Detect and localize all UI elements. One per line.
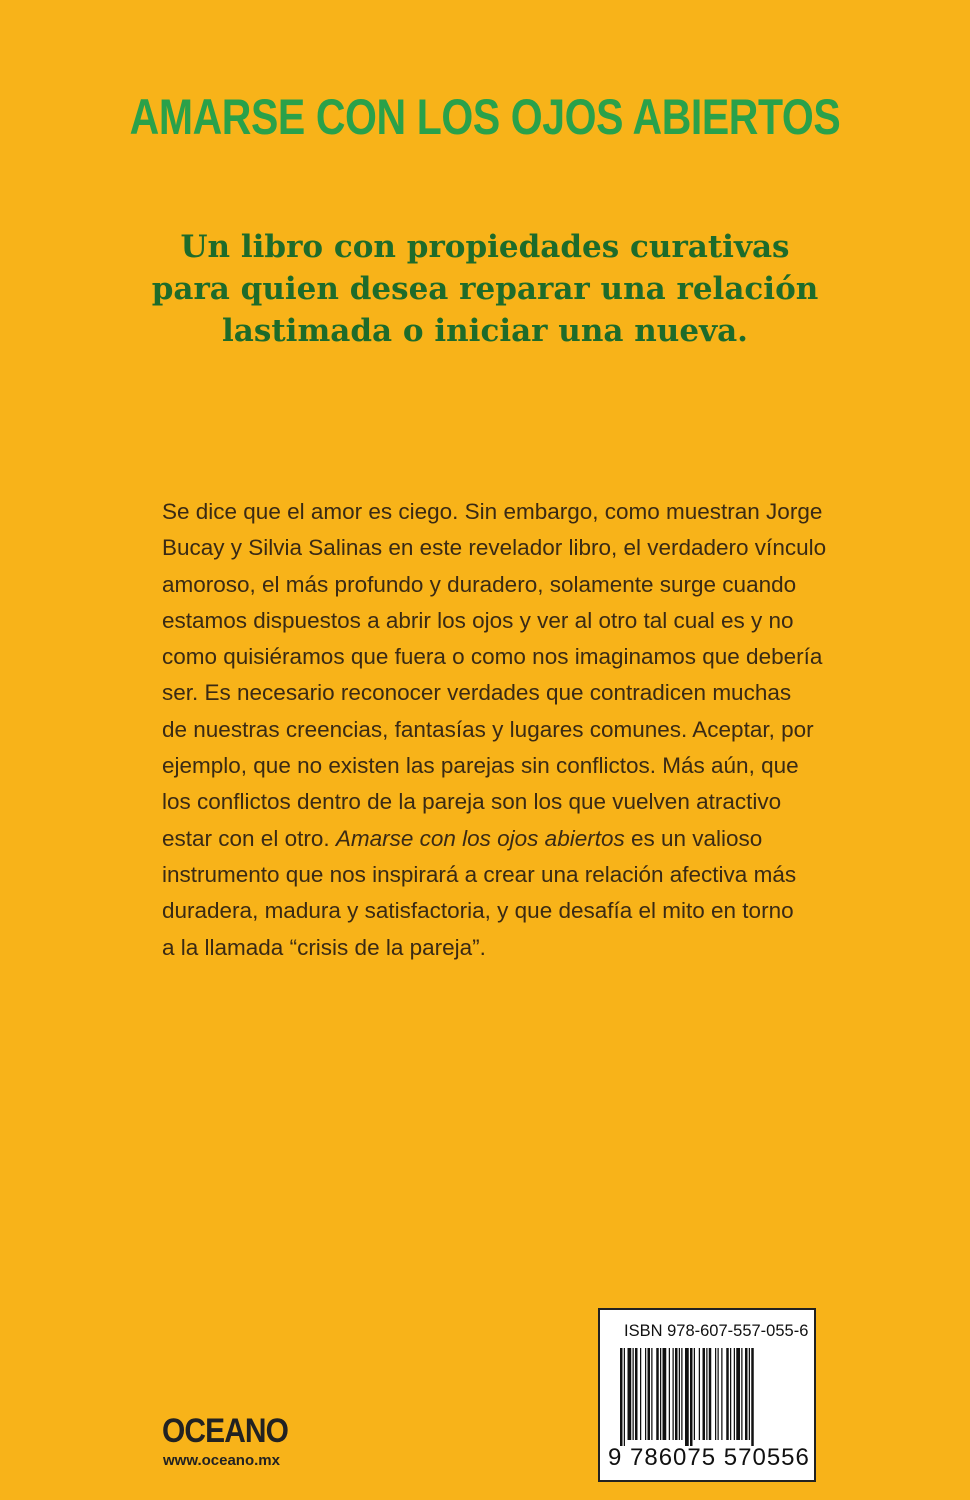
book-description (162, 494, 842, 966)
barcode-bar (624, 1348, 625, 1446)
barcode-bar (656, 1348, 659, 1440)
description-line: como quisiéramos que fuera o como nos imaginamos que debería (162, 644, 823, 670)
barcode-bar (741, 1348, 742, 1440)
barcode-bar (721, 1348, 722, 1440)
barcode-bar (651, 1348, 652, 1440)
barcode-bar (620, 1348, 623, 1446)
book-tagline (100, 226, 870, 352)
barcode-bar (699, 1348, 700, 1440)
barcode-bar (703, 1348, 706, 1440)
barcode-bar (673, 1348, 674, 1440)
barcode-bar (690, 1348, 693, 1446)
description-line: a la llamada “crisis de la pareja”. (162, 934, 486, 960)
tagline-line: Un libro con propiedades curativas (180, 229, 790, 265)
barcode-bar (718, 1348, 719, 1440)
isbn-barcode (598, 1308, 816, 1482)
book-title: AMARSE CON LOS OJOS ABIERTOS (129, 89, 841, 145)
barcode-bar (669, 1348, 670, 1440)
barcode-bar (749, 1348, 750, 1440)
barcode-bar (709, 1348, 712, 1440)
barcode-bar (726, 1348, 729, 1440)
barcode-icon (618, 1348, 802, 1448)
tagline-line: para quien desea reparar una relación (151, 271, 819, 307)
barcode-bar (663, 1348, 667, 1440)
barcode-bar (730, 1348, 731, 1440)
barcode-digits: 9 786075 570556 (608, 1444, 810, 1471)
description-line: Se dice que el amor es ciego. Sin embargo, como muestran Jorge (162, 499, 823, 524)
barcode-bar (645, 1348, 646, 1440)
barcode-bar (706, 1348, 707, 1440)
description-line: de nuestras creencias, fantasías y lugares comunes. Aceptar, por (162, 716, 814, 742)
barcode-bar (685, 1348, 689, 1446)
tagline-line: lastimada o iniciar una nueva. (222, 313, 748, 349)
barcode-bar (734, 1348, 735, 1440)
description-line: amoroso, el más profundo y duradero, solamente surge cuando (162, 571, 797, 597)
description-line: estamos dispuestos a abrir los ojos y ver al otro tal cual es y no (162, 607, 794, 633)
barcode-bar (633, 1348, 634, 1440)
description-line: duradera, madura y satisfactoria, y que desafía el mito en torno (162, 898, 794, 924)
barcode-bar (675, 1348, 678, 1440)
barcode-bar (681, 1348, 682, 1440)
description-text: estar con el otro. (162, 825, 336, 851)
description-line: instrumento que nos inspirará a crear una relación afectiva más (162, 861, 797, 887)
barcode-bar (715, 1348, 716, 1440)
barcode-bar (694, 1348, 695, 1440)
description-text: es un valioso (624, 825, 763, 851)
barcode-bar (635, 1348, 638, 1440)
description-line: ejemplo, que no existen las parejas sin conflictos. Más aún, que (162, 753, 799, 779)
publisher-logo: OCEANO (162, 1412, 289, 1450)
barcode-bar (751, 1348, 754, 1446)
isbn-label: ISBN 978-607-557-055-6 (624, 1322, 809, 1340)
barcode-bar (679, 1348, 680, 1440)
description-line: los conflictos dentro de la pareja son los que vuelven atractivo (162, 789, 782, 815)
barcode-bar (736, 1348, 740, 1440)
barcode-bar (648, 1348, 651, 1440)
barcode-bar (640, 1348, 641, 1440)
book-title-italic: Amarse con los ojos abiertos (335, 825, 625, 851)
barcode-bar (745, 1348, 748, 1440)
description-line: ser. Es necesario reconocer verdades que contradicen muchas (162, 680, 792, 706)
barcode-bar (660, 1348, 661, 1440)
description-line (162, 821, 842, 857)
description-line: Bucay y Silvia Salinas en este revelador libro, el verdadero vínculo (162, 535, 827, 561)
barcode-bar (628, 1348, 632, 1440)
publisher-url: www.oceano.mx (163, 1452, 280, 1469)
